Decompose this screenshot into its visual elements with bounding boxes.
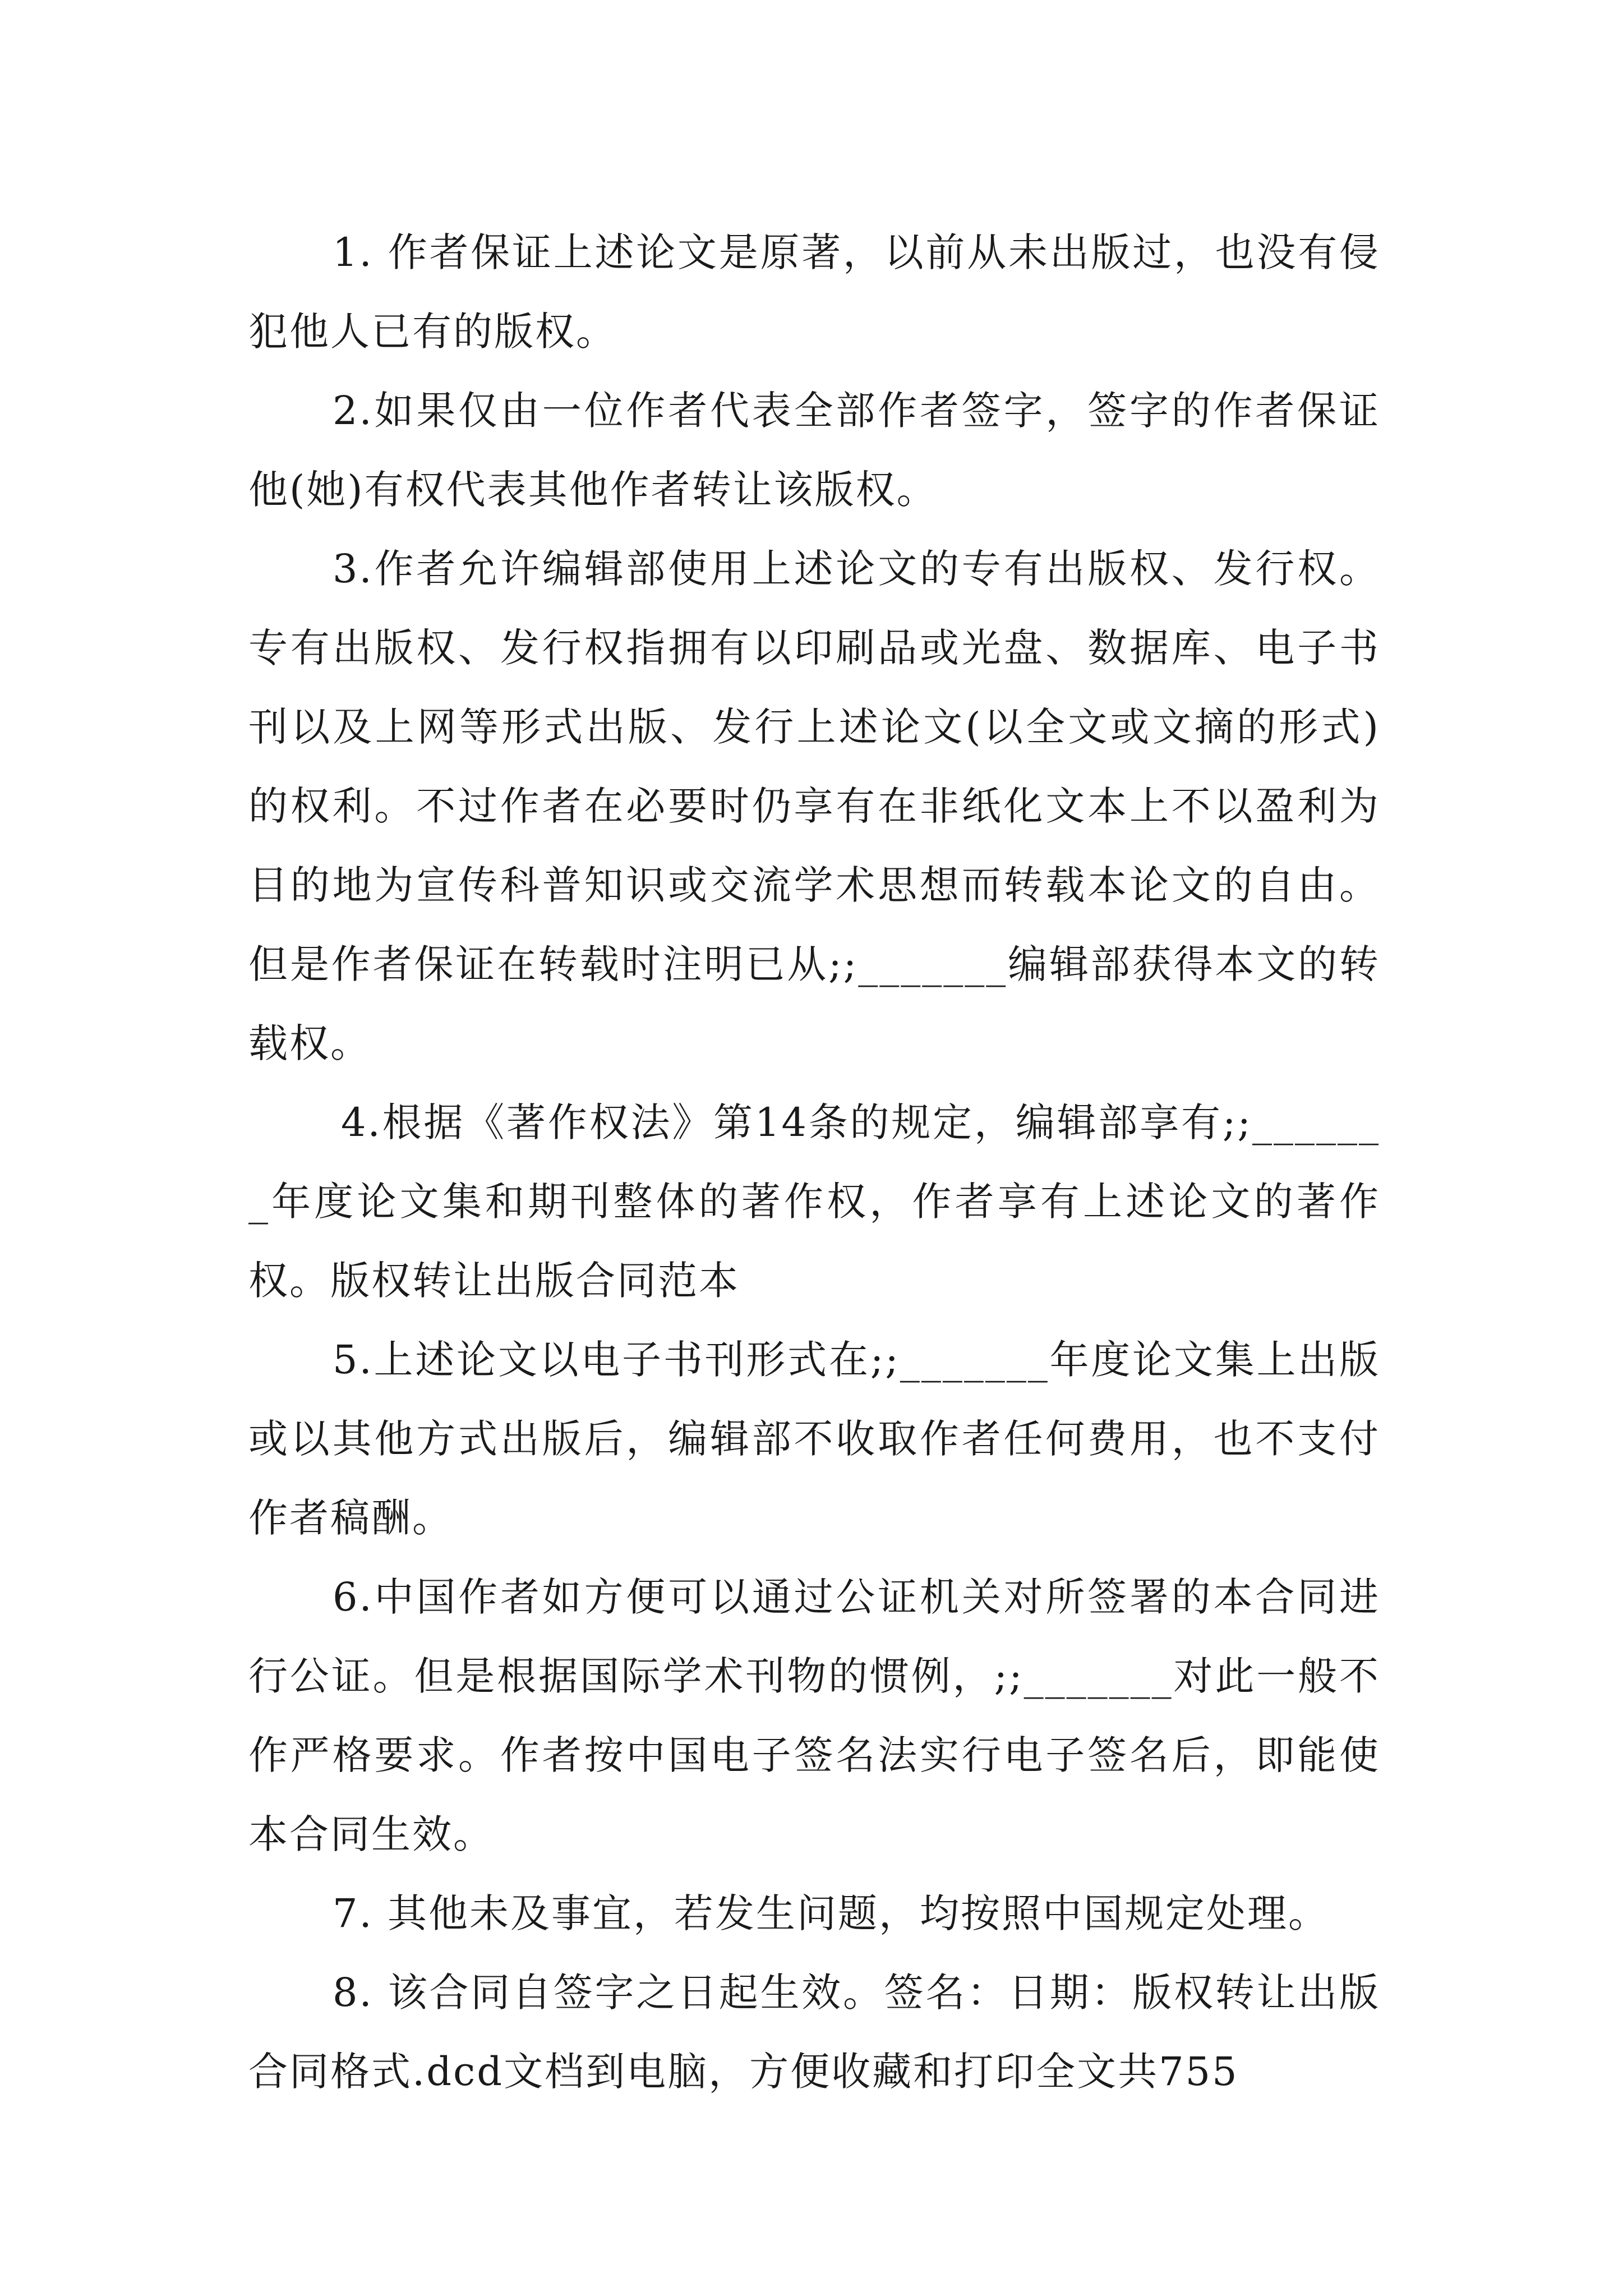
clause-4: 4.根据《著作权法》第14条的规定，编辑部享有;;_______年度论文集和期刊整体的著作权，作者享有上述论文的著作权。版权转让出版合同范本 xyxy=(248,1099,1380,1304)
clause-6: 6.中国作者如方便可以通过公证机关对所签署的本合同进行公证。但是根据国际学术刊物的惯例，;;_______对此一般不作严格要求。作者按中国电子签名法实行电子签名后，即能使本合同生效。 xyxy=(248,1574,1380,1857)
clause-7: 7. 其他未及事宜，若发生问题，均按照中国规定处理。 xyxy=(333,1890,1330,1936)
clause-5: 5.上述论文以电子书刊形式在;;_______年度论文集上出版或以其他方式出版后，编辑部不收取作者任何费用，也不支付作者稿酬。 xyxy=(248,1337,1380,1541)
clause-3: 3.作者允许编辑部使用上述论文的专有出版权、发行权。专有出版权、发行权指拥有以印刷品或光盘、数据库、电子书刊以及上网等形式出版、发行上述论文(以全文或文摘的形式)的权利。不过作者在必要时仍享有在非纸化文本上不以盈利为目的地为宣传科普知识或交流学术思想而转载本论文的自由。但是作者保证在转载时注明已从;;_______编辑部获得本文的转载权。 xyxy=(248,546,1380,1066)
document-body xyxy=(248,213,1380,2111)
clause-8: 8. 该合同自签字之日起生效。签名：日期：版权转让出版合同格式.dcd文档到电脑，方便收藏和打印全文共755 xyxy=(248,1970,1380,2095)
clause-2: 2.如果仅由一位作者代表全部作者签字，签字的作者保证他(她)有权代表其他作者转让该版权。 xyxy=(248,388,1380,513)
clause-1: 1. 作者保证上述论文是原著，以前从未出版过，也没有侵犯他人已有的版权。 xyxy=(248,229,1380,355)
